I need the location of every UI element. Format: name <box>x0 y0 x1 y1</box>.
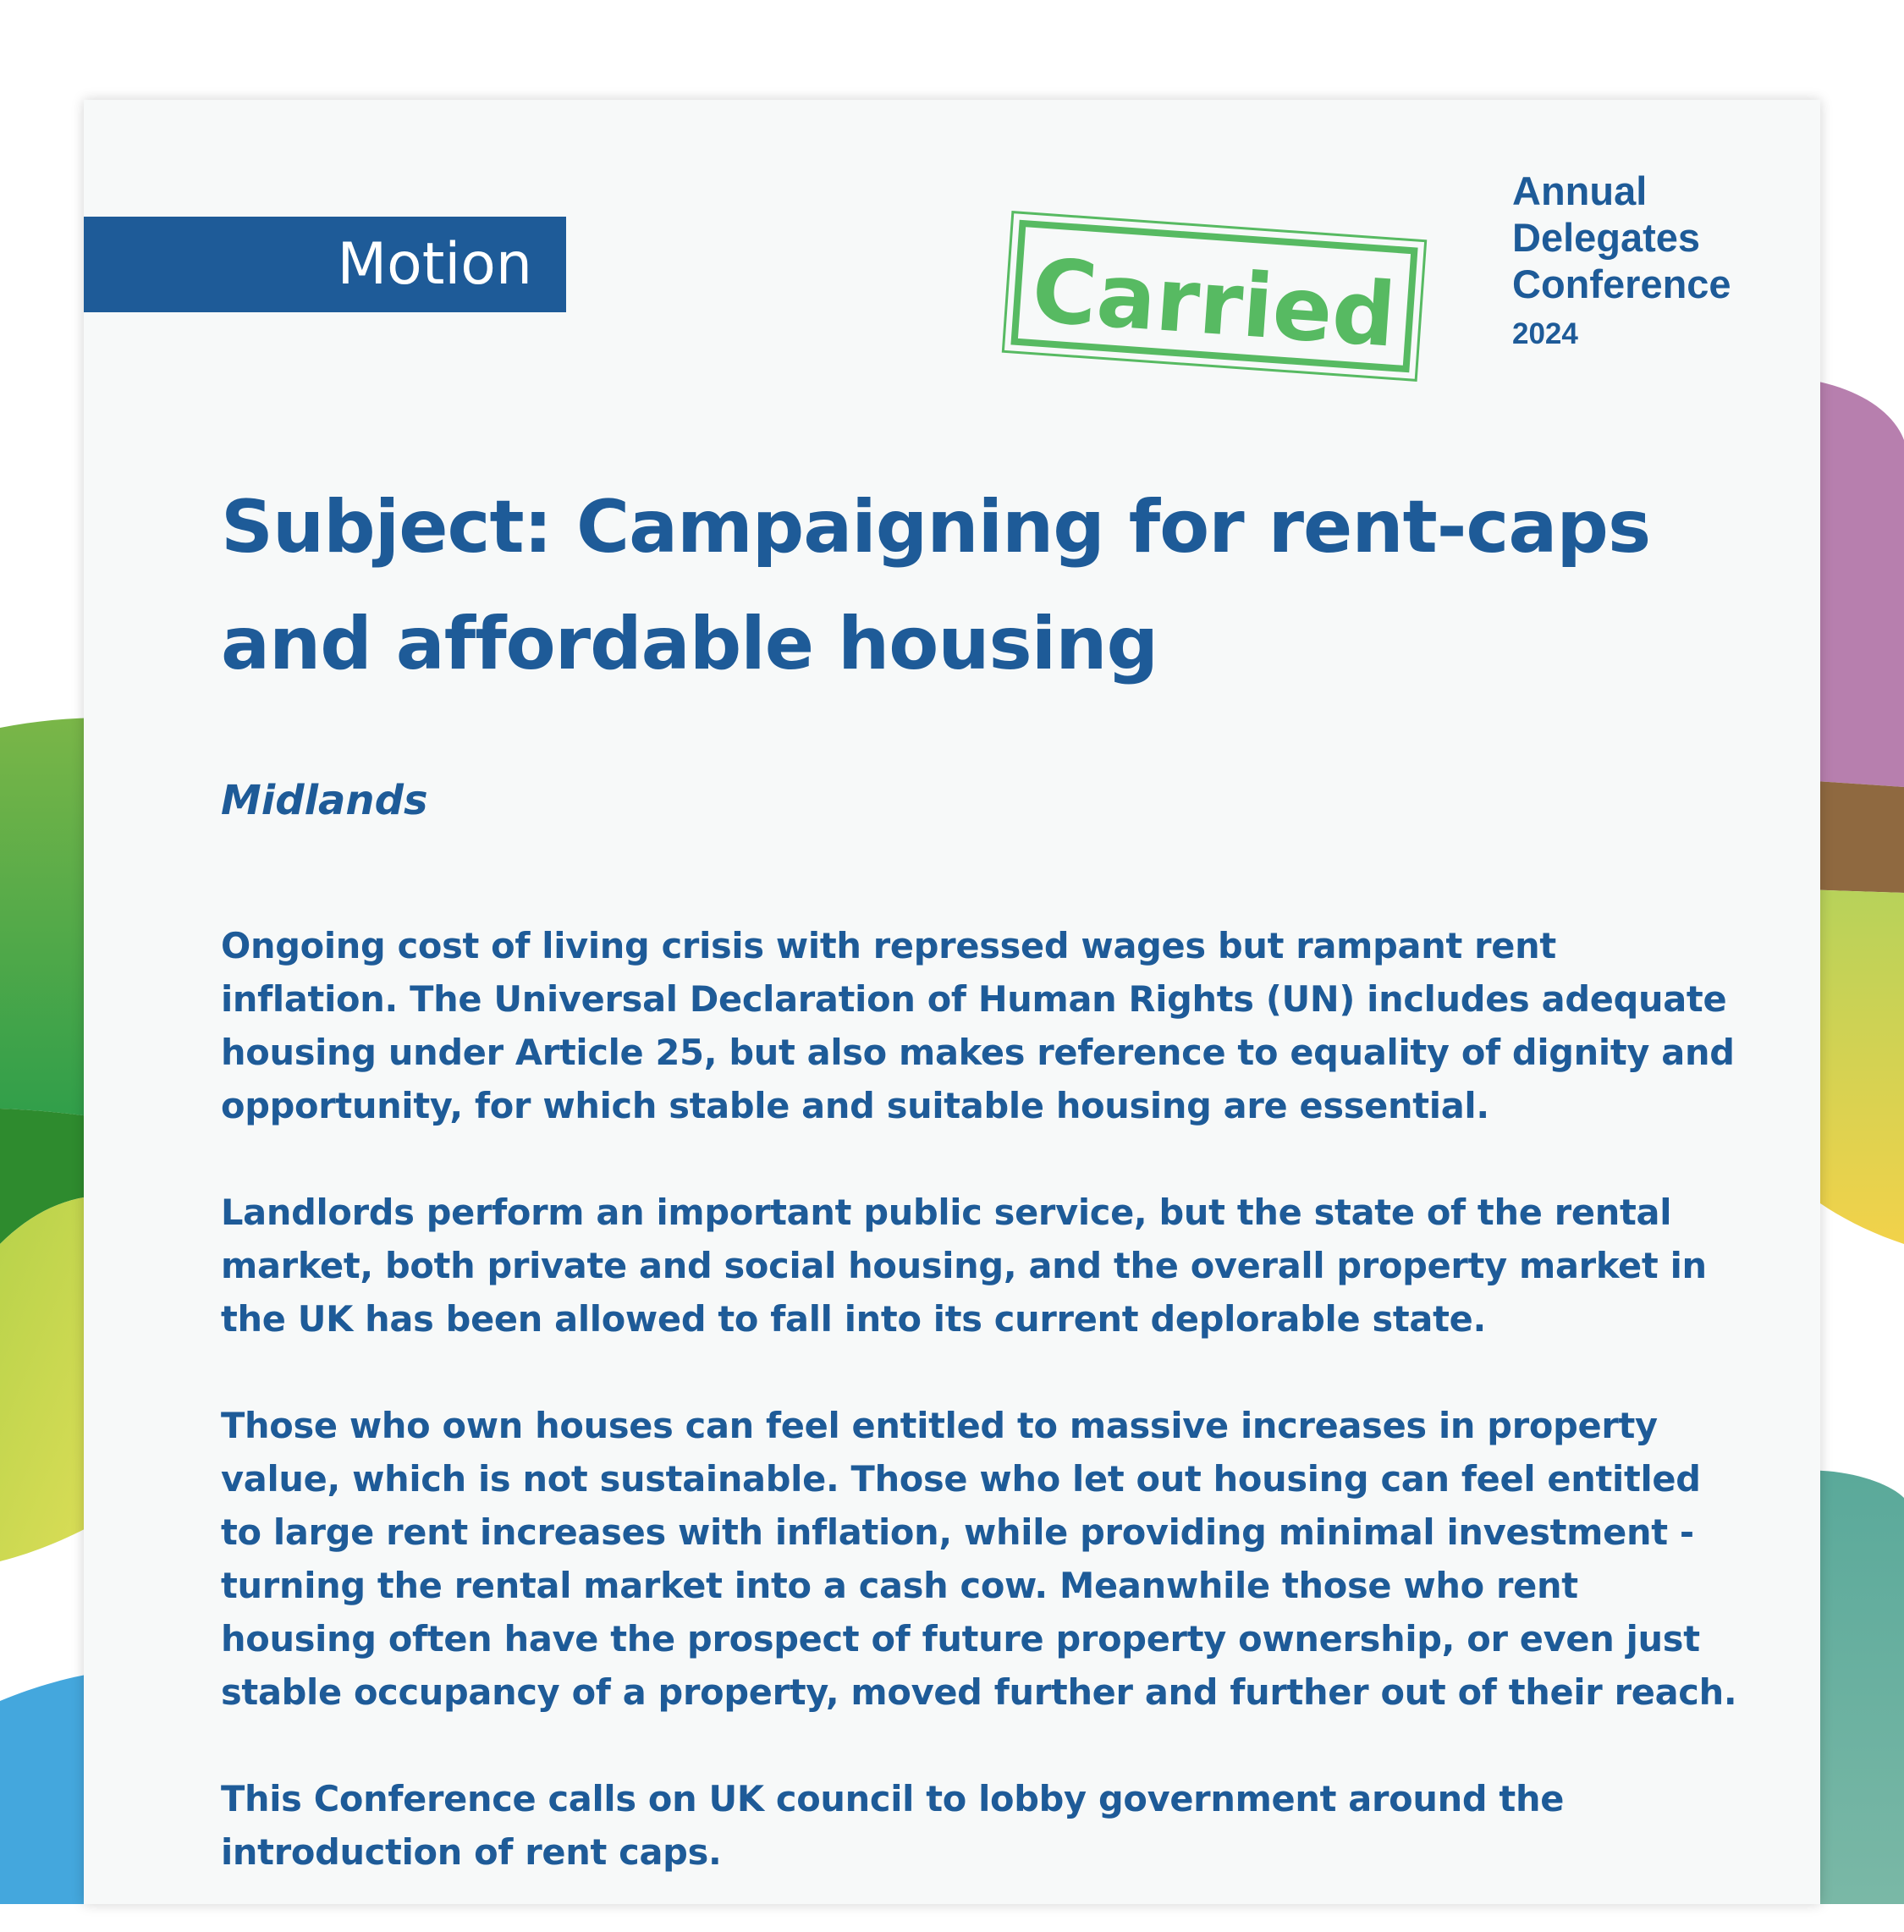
motion-body <box>221 919 1744 1932</box>
motion-paragraph-1: Ongoing cost of living crisis with repressed wages but rampant rent inflation. The Universal Declaration of Human Rights (UN) includes adequate housing under Article 25, but also makes reference to equality of dignity and opportunity, for which stable and suitable housing are essential. <box>221 925 1735 1126</box>
conference-year: 2024 <box>1512 317 1578 350</box>
motion-title <box>221 469 1744 702</box>
motion-banner: Motion <box>84 217 566 312</box>
conference-logo <box>1512 168 1731 355</box>
conference-line-delegates: Delegates <box>1512 215 1701 260</box>
motion-sheet <box>84 100 1820 1904</box>
motion-paragraph-3: Those who own houses can feel entitled to massive increases in property value, which is not sustainable. Those who let out housing can feel entitled to large rent increases with inflation, while providing minimal investment - turning the rental market into a cash cow. Meanwhile those who rent housing often have the prospect of future property ownership, or even just stable occupancy of a property, moved further and further out of their reach. <box>221 1405 1737 1713</box>
motion-title-line-2: and affordable housing <box>221 602 1158 686</box>
conference-line-annual: Annual <box>1512 168 1648 213</box>
motion-region: Midlands <box>221 777 428 824</box>
motion-paragraph-4: This Conference calls on UK council to lobby government around the introduction of rent caps. <box>221 1778 1565 1873</box>
conference-line-conference: Conference <box>1512 261 1731 306</box>
carried-stamp: Carried <box>1010 220 1417 373</box>
motion-paragraph-2: Landlords perform an important public service, but the state of the rental market, both private and social housing, and the overall property market in the UK has been allowed to fall into its current deplorable state. <box>221 1192 1707 1340</box>
motion-title-line-1: Subject: Campaigning for rent-caps <box>221 485 1651 570</box>
